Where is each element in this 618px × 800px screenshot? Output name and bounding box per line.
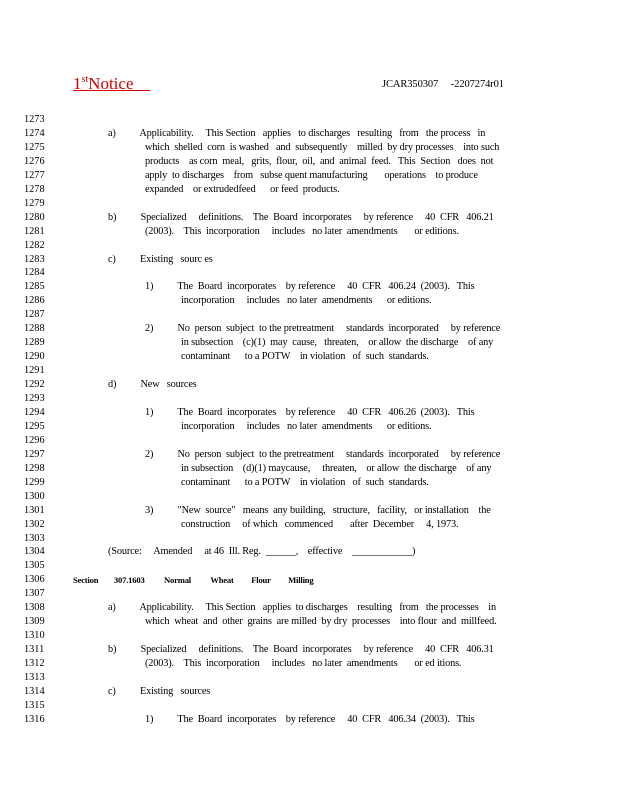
line-number: 1290 <box>24 351 45 363</box>
line-number: 1285 <box>24 281 45 293</box>
line-text: which shelled corn is washed and subsequently milled by dry processes into such <box>145 141 500 153</box>
document-line <box>0 406 618 420</box>
line-text: (Source: Amended at 46 Ill. Reg. ______, effective ____________) <box>108 546 416 558</box>
line-text: 2) No person subject to the pretreatment standards incorporated by reference <box>145 448 501 460</box>
line-text: b) Specialized definitions. The Board incorporates by reference 40 CFR 406.31 <box>108 644 494 656</box>
line-number: 1307 <box>24 588 45 600</box>
section-heading: Section 307.1603 Normal Wheat Flour Milling <box>73 575 314 586</box>
document-line <box>0 448 618 462</box>
document-line <box>0 476 618 490</box>
document-line <box>0 671 618 685</box>
document-line <box>0 587 618 601</box>
line-text: b) Specialized definitions. The Board incorporates by reference 40 CFR 406.21 <box>108 211 494 223</box>
line-number: 1289 <box>24 337 45 349</box>
document-line <box>0 127 618 141</box>
line-number: 1287 <box>24 309 45 321</box>
line-text: 3) "New source" means any building, structure, facility, or installation the <box>145 504 491 516</box>
document-line <box>0 657 618 671</box>
document-line <box>0 434 618 448</box>
document-line <box>0 155 618 169</box>
document-line <box>0 699 618 713</box>
document-line <box>0 615 618 629</box>
line-text: apply to discharges from subse quent manufacturing operations to produce <box>145 169 478 181</box>
document-line <box>0 253 618 267</box>
document-line <box>0 280 618 294</box>
document-line <box>0 559 618 573</box>
line-text: expanded or extrudedfeed or feed products. <box>145 183 340 195</box>
line-text: incorporation includes no later amendments or editions. <box>181 295 432 307</box>
document-line <box>0 643 618 657</box>
line-number: 1309 <box>24 616 45 628</box>
notice-number: 1 <box>73 74 82 93</box>
document-line <box>0 420 618 434</box>
document-line <box>0 183 618 197</box>
line-number: 1293 <box>24 393 45 404</box>
line-text: c) Existing sources <box>108 685 211 697</box>
document-line <box>0 239 618 253</box>
line-text: (2003). This incorporation includes no later amendments or editions. <box>145 225 459 237</box>
document-line <box>0 392 618 406</box>
line-number: 1296 <box>24 434 45 446</box>
line-number: 1274 <box>24 127 45 139</box>
document-line <box>0 197 618 211</box>
line-number: 1295 <box>24 420 45 432</box>
document-line <box>0 211 618 225</box>
line-number: 1306 <box>24 574 45 586</box>
line-number: 1304 <box>24 546 45 558</box>
line-text: contaminant to a POTW in violation of such standards. <box>181 351 429 363</box>
line-number: 1288 <box>24 323 45 335</box>
line-number: 1279 <box>24 197 45 209</box>
document-line <box>0 266 618 280</box>
line-number: 1281 <box>24 225 45 237</box>
document-line <box>0 225 618 239</box>
line-number: 1273 <box>24 114 45 125</box>
line-number: 1298 <box>24 462 45 474</box>
line-text: 1) The Board incorporates by reference 40 CFR 406.26 (2003). This <box>145 406 475 418</box>
line-number: 1275 <box>24 141 45 153</box>
line-number: 1284 <box>24 267 45 279</box>
line-number: 1308 <box>24 602 45 614</box>
line-text: incorporation includes no later amendments or editions. <box>181 420 432 432</box>
line-text: 2) No person subject to the pretreatment standards incorporated by reference <box>145 323 501 335</box>
document-line <box>0 545 618 559</box>
line-text: c) Existing sourc es <box>108 253 213 265</box>
document-line <box>0 113 618 127</box>
document-line <box>0 532 618 546</box>
line-text: d) New sources <box>108 379 197 391</box>
line-number: 1313 <box>24 672 45 683</box>
document-line <box>0 322 618 336</box>
line-number: 1286 <box>24 295 45 307</box>
line-text: which wheat and other grains are milled by dry processes into flour and millfeed. <box>145 616 497 628</box>
document-line <box>0 169 618 183</box>
notice-label: Notice <box>88 74 134 93</box>
line-text: a) Applicability. This Section applies to discharges resulting from the processes in <box>108 602 496 614</box>
line-text: (2003). This incorporation includes no later amendments or ed itions. <box>145 658 462 670</box>
document-line <box>0 350 618 364</box>
document-line <box>0 504 618 518</box>
line-text: products as corn meal, grits, flour, oil, and animal feed. This Section does not <box>145 155 494 167</box>
line-text: a) Applicability. This Section applies to discharges resulting from the process in <box>108 127 486 139</box>
line-number: 1311 <box>24 644 45 656</box>
line-number: 1277 <box>24 169 45 181</box>
document-line <box>0 141 618 155</box>
line-number: 1301 <box>24 504 45 516</box>
document-line <box>0 364 618 378</box>
line-text: in subsection (d)(1) maycause, threaten, or allow the discharge of any <box>181 462 492 474</box>
line-text: in subsection (c)(1) may cause, threaten, or allow the discharge of any <box>181 337 494 349</box>
document-line <box>0 336 618 350</box>
line-number: 1292 <box>24 379 45 391</box>
line-number: 1314 <box>24 685 45 697</box>
notice-ordinal: st <box>81 74 89 85</box>
document-line <box>0 518 618 532</box>
line-number: 1315 <box>24 699 45 711</box>
line-number: 1276 <box>24 155 45 167</box>
line-text: 1) The Board incorporates by reference 40 CFR 406.34 (2003). This <box>145 713 475 725</box>
document-line <box>0 685 618 699</box>
line-text: 1) The Board incorporates by reference 40 CFR 406.24 (2003). This <box>145 281 475 293</box>
line-number: 1294 <box>24 406 45 418</box>
line-number: 1283 <box>24 253 45 265</box>
document-line <box>0 490 618 504</box>
line-number: 1299 <box>24 476 45 488</box>
line-number: 1305 <box>24 560 45 572</box>
line-number: 1278 <box>24 183 45 195</box>
line-number: 1300 <box>24 490 45 502</box>
line-number: 1302 <box>24 518 45 530</box>
line-text: contaminant to a POTW in violation of such standards. <box>181 476 429 488</box>
document-line <box>0 462 618 476</box>
line-number: 1316 <box>24 713 45 725</box>
line-number: 1280 <box>24 211 45 223</box>
document-line <box>0 573 618 587</box>
document-line <box>0 713 618 727</box>
document-line <box>0 629 618 643</box>
document-line <box>0 308 618 322</box>
line-text: construction of which commenced after December 4, 1973. <box>181 518 459 530</box>
line-number: 1291 <box>24 365 45 377</box>
line-number: 1303 <box>24 532 45 544</box>
notice-header <box>73 73 151 95</box>
line-number: 1312 <box>24 658 45 670</box>
document-line <box>0 378 618 392</box>
document-line <box>0 601 618 615</box>
line-number: 1282 <box>24 239 45 251</box>
document-code: JCAR350307 -2207274r01 <box>382 79 504 90</box>
document-line <box>0 294 618 308</box>
line-number: 1310 <box>24 630 45 642</box>
line-number: 1297 <box>24 448 45 460</box>
